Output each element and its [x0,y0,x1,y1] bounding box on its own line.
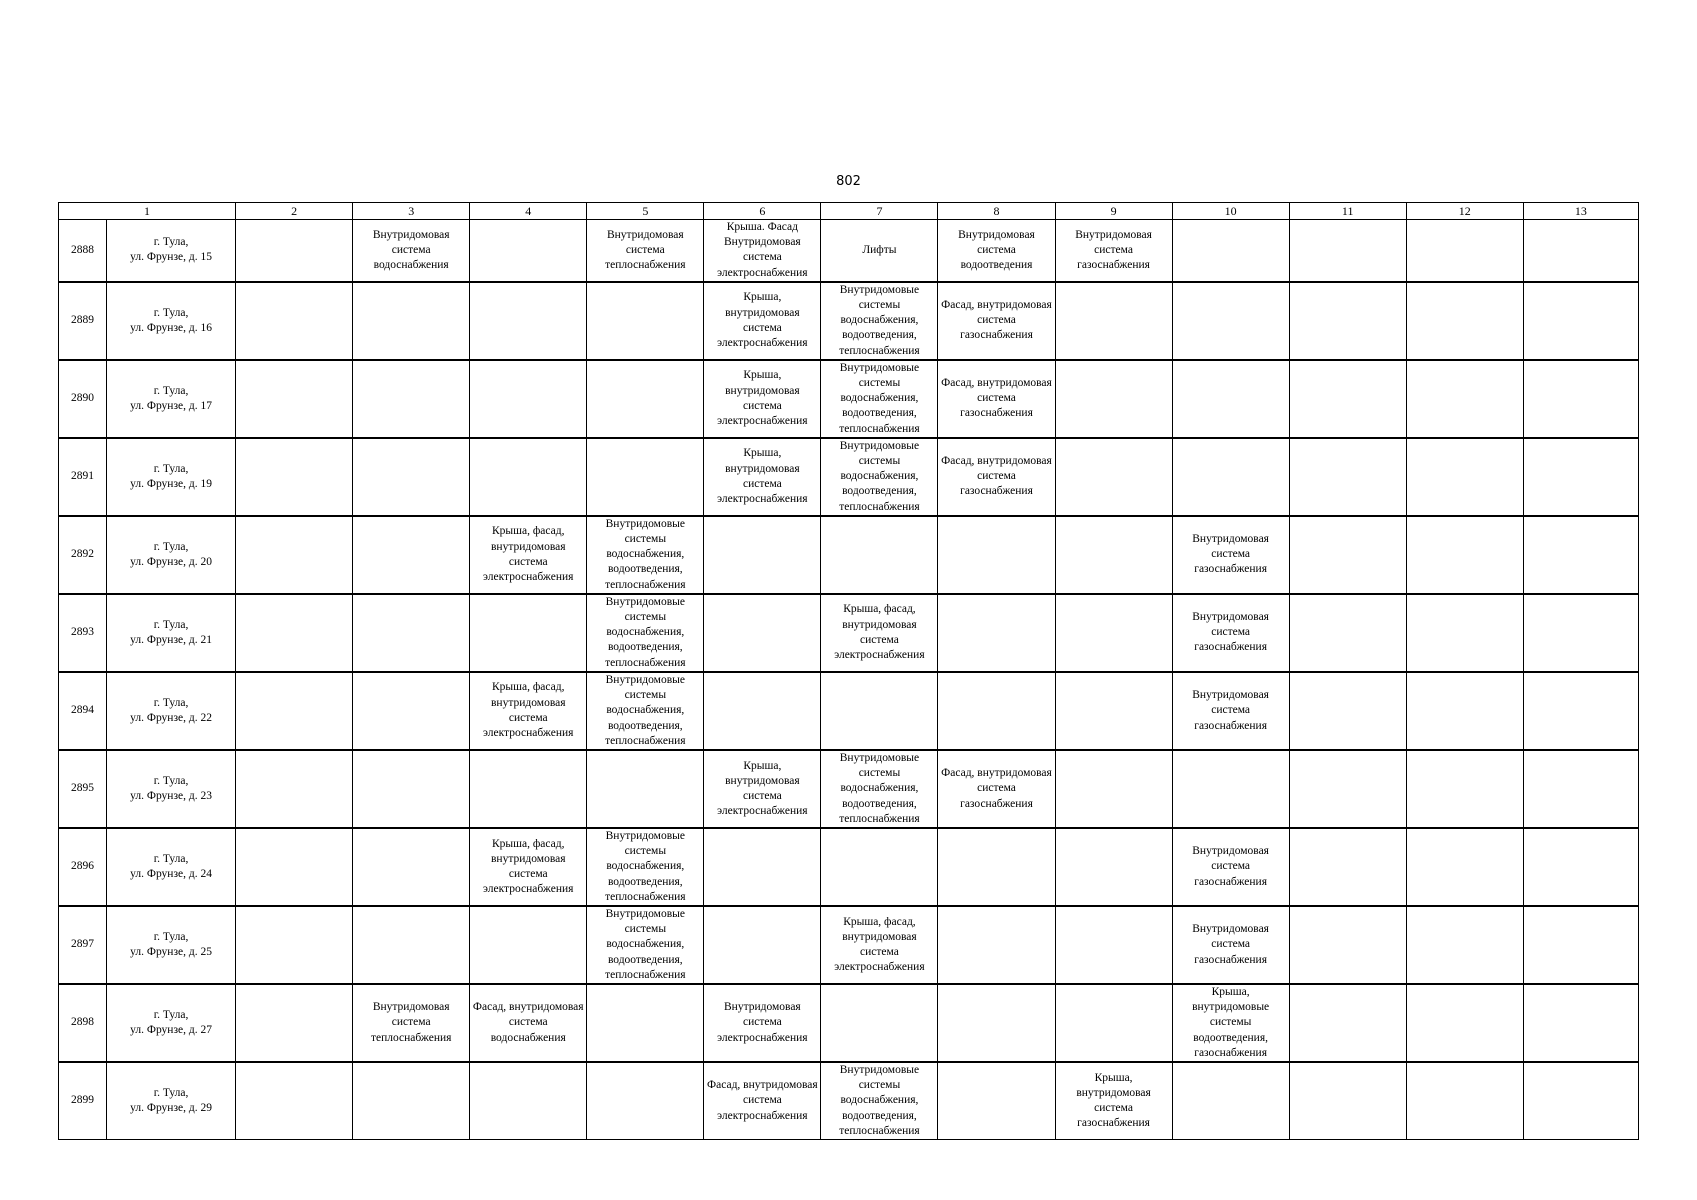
cell-col-10 [1172,438,1289,516]
cell-col-5: Внутридомовые системы водоснабжения, водоотведения, теплоснабжения [587,516,704,594]
cell-col-6: Внутридомовая система электроснабжения [704,984,821,1062]
cell-col-12 [1406,750,1523,828]
cell-col-9 [1055,360,1172,438]
cell-col-10: Внутридомовая система газоснабжения [1172,828,1289,906]
cell-col-6: Крыша, внутридомовая система электроснабжения [704,282,821,360]
table-row [59,984,1639,1062]
cell-col-3 [353,750,470,828]
row-number: 2890 [59,360,107,438]
column-header-13: 13 [1523,203,1638,220]
cell-col-9 [1055,672,1172,750]
cell-col-7 [821,672,938,750]
cell-col-8: Фасад, внутридомовая система газоснабжения [938,282,1055,360]
address-street: ул. Фрунзе, д. 25 [130,945,212,958]
address-city: г. Тула, [153,462,189,475]
cell-col-3 [353,1062,470,1140]
table-row [59,750,1639,828]
cell-col-12 [1406,282,1523,360]
address-street: ул. Фрунзе, д. 27 [130,1023,212,1036]
cell-col-5: Внутридомовые системы водоснабжения, водоотведения, теплоснабжения [587,594,704,672]
cell-col-2 [236,828,353,906]
cell-col-7 [821,984,938,1062]
column-header-10: 10 [1172,203,1289,220]
cell-col-11 [1289,750,1406,828]
address-cell [107,282,236,360]
column-header-2: 2 [236,203,353,220]
address-street: ул. Фрунзе, д. 15 [130,251,212,264]
cell-col-13 [1523,984,1638,1062]
cell-col-11 [1289,220,1406,282]
table-row [59,906,1639,984]
column-header-11: 11 [1289,203,1406,220]
cell-col-7: Крыша, фасад, внутридомовая система электроснабжения [821,594,938,672]
address-cell [107,984,236,1062]
repair-schedule-table [58,202,1639,1140]
cell-col-2 [236,360,353,438]
cell-col-10 [1172,1062,1289,1140]
address-street: ул. Фрунзе, д. 17 [130,399,212,412]
cell-col-5 [587,750,704,828]
cell-col-5: Внутридомовые системы водоснабжения, водоотведения, теплоснабжения [587,828,704,906]
cell-col-8 [938,906,1055,984]
cell-col-13 [1523,516,1638,594]
cell-col-13 [1523,438,1638,516]
cell-col-11 [1289,984,1406,1062]
address-cell [107,516,236,594]
cell-col-12 [1406,672,1523,750]
cell-col-2 [236,220,353,282]
cell-col-12 [1406,220,1523,282]
row-number: 2896 [59,828,107,906]
cell-col-2 [236,594,353,672]
cell-col-2 [236,672,353,750]
cell-col-13 [1523,594,1638,672]
address-cell [107,906,236,984]
cell-col-9 [1055,438,1172,516]
cell-col-13 [1523,828,1638,906]
cell-col-4 [470,360,587,438]
cell-col-12 [1406,360,1523,438]
cell-col-8 [938,984,1055,1062]
cell-col-4: Крыша, фасад, внутридомовая система электроснабжения [470,516,587,594]
cell-col-8: Фасад, внутридомовая система газоснабжения [938,750,1055,828]
cell-col-2 [236,984,353,1062]
cell-col-13 [1523,220,1638,282]
cell-col-3 [353,360,470,438]
address-cell [107,1062,236,1140]
cell-col-8 [938,1062,1055,1140]
address-city: г. Тула, [153,774,189,787]
cell-col-6: Крыша. Фасад Внутридомовая система электроснабжения [704,220,821,282]
row-number: 2895 [59,750,107,828]
cell-col-3: Внутридомовая система водоснабжения [353,220,470,282]
cell-col-3: Внутридомовая система теплоснабжения [353,984,470,1062]
cell-col-11 [1289,438,1406,516]
column-header-9: 9 [1055,203,1172,220]
cell-col-5 [587,282,704,360]
cell-col-2 [236,906,353,984]
cell-col-10 [1172,360,1289,438]
cell-col-2 [236,1062,353,1140]
cell-col-9 [1055,594,1172,672]
address-street: ул. Фрунзе, д. 20 [130,555,212,568]
cell-col-13 [1523,672,1638,750]
address-street: ул. Фрунзе, д. 19 [130,477,212,490]
cell-col-4: Крыша, фасад, внутридомовая система электроснабжения [470,672,587,750]
address-cell [107,360,236,438]
address-city: г. Тула, [153,1086,189,1099]
cell-col-10: Внутридомовая система газоснабжения [1172,516,1289,594]
cell-col-7: Внутридомовые системы водоснабжения, водоотведения, теплоснабжения [821,360,938,438]
table-row [59,360,1639,438]
column-header-7: 7 [821,203,938,220]
row-number: 2897 [59,906,107,984]
row-number: 2898 [59,984,107,1062]
address-city: г. Тула, [153,852,189,865]
cell-col-11 [1289,1062,1406,1140]
cell-col-10 [1172,282,1289,360]
address-city: г. Тула, [153,930,189,943]
cell-col-6: Крыша, внутридомовая система электроснабжения [704,750,821,828]
address-city: г. Тула, [153,384,189,397]
address-street: ул. Фрунзе, д. 23 [130,789,212,802]
cell-col-8 [938,672,1055,750]
cell-col-10 [1172,750,1289,828]
cell-col-13 [1523,750,1638,828]
cell-col-13 [1523,1062,1638,1140]
cell-col-11 [1289,906,1406,984]
cell-col-13 [1523,282,1638,360]
address-street: ул. Фрунзе, д. 21 [130,633,212,646]
table-body [59,203,1639,1140]
column-header-row [59,203,1639,220]
table-row [59,672,1639,750]
cell-col-8 [938,594,1055,672]
cell-col-4: Фасад, внутридомовая система водоснабжения [470,984,587,1062]
cell-col-4 [470,220,587,282]
cell-col-2 [236,516,353,594]
cell-col-3 [353,282,470,360]
cell-col-5: Внутридомовые системы водоснабжения, водоотведения, теплоснабжения [587,672,704,750]
cell-col-12 [1406,594,1523,672]
cell-col-5 [587,438,704,516]
address-cell [107,594,236,672]
cell-col-3 [353,906,470,984]
cell-col-7: Крыша, фасад, внутридомовая система электроснабжения [821,906,938,984]
column-header-1: 1 [59,203,236,220]
row-number: 2893 [59,594,107,672]
address-city: г. Тула, [153,540,189,553]
cell-col-12 [1406,1062,1523,1140]
cell-col-6 [704,828,821,906]
cell-col-9 [1055,828,1172,906]
cell-col-8: Фасад, внутридомовая система газоснабжения [938,438,1055,516]
address-city: г. Тула, [153,306,189,319]
cell-col-4 [470,1062,587,1140]
cell-col-3 [353,594,470,672]
cell-col-6: Крыша, внутридомовая система электроснабжения [704,360,821,438]
address-cell [107,438,236,516]
cell-col-9: Внутридомовая система газоснабжения [1055,220,1172,282]
column-header-4: 4 [470,203,587,220]
cell-col-11 [1289,594,1406,672]
cell-col-11 [1289,672,1406,750]
address-street: ул. Фрунзе, д. 29 [130,1101,212,1114]
cell-col-10: Внутридомовая система газоснабжения [1172,906,1289,984]
cell-col-4 [470,750,587,828]
row-number: 2892 [59,516,107,594]
cell-col-5 [587,1062,704,1140]
cell-col-12 [1406,516,1523,594]
table-row [59,1062,1639,1140]
cell-col-9 [1055,516,1172,594]
cell-col-6: Крыша, внутридомовая система электроснабжения [704,438,821,516]
row-number: 2899 [59,1062,107,1140]
cell-col-2 [236,438,353,516]
cell-col-8: Фасад, внутридомовая система газоснабжения [938,360,1055,438]
row-number: 2889 [59,282,107,360]
cell-col-7 [821,828,938,906]
address-city: г. Тула, [153,236,189,249]
table-row [59,438,1639,516]
cell-col-4: Крыша, фасад, внутридомовая система электроснабжения [470,828,587,906]
cell-col-6 [704,672,821,750]
cell-col-5 [587,360,704,438]
cell-col-6 [704,516,821,594]
cell-col-11 [1289,282,1406,360]
address-street: ул. Фрунзе, д. 24 [130,867,212,880]
column-header-8: 8 [938,203,1055,220]
cell-col-4 [470,282,587,360]
cell-col-12 [1406,906,1523,984]
cell-col-9 [1055,906,1172,984]
row-number: 2891 [59,438,107,516]
column-header-6: 6 [704,203,821,220]
cell-col-12 [1406,438,1523,516]
row-number: 2888 [59,220,107,282]
address-city: г. Тула, [153,696,189,709]
cell-col-7: Внутридомовые системы водоснабжения, водоотведения, теплоснабжения [821,750,938,828]
cell-col-11 [1289,360,1406,438]
address-street: ул. Фрунзе, д. 16 [130,321,212,334]
cell-col-13 [1523,906,1638,984]
cell-col-2 [236,750,353,828]
cell-col-12 [1406,828,1523,906]
cell-col-4 [470,594,587,672]
cell-col-7: Внутридомовые системы водоснабжения, водоотведения, теплоснабжения [821,282,938,360]
address-city: г. Тула, [153,618,189,631]
cell-col-8 [938,516,1055,594]
cell-col-10 [1172,220,1289,282]
cell-col-10: Внутридомовая система газоснабжения [1172,672,1289,750]
cell-col-11 [1289,828,1406,906]
cell-col-10: Внутридомовая система газоснабжения [1172,594,1289,672]
row-number: 2894 [59,672,107,750]
cell-col-13 [1523,360,1638,438]
cell-col-3 [353,516,470,594]
address-city: г. Тула, [153,1008,189,1021]
cell-col-3 [353,672,470,750]
cell-col-5: Внутридомовая система теплоснабжения [587,220,704,282]
address-cell [107,672,236,750]
table-row [59,282,1639,360]
page-number: 802 [836,174,861,189]
cell-col-7: Внутридомовые системы водоснабжения, водоотведения, теплоснабжения [821,438,938,516]
cell-col-7 [821,516,938,594]
cell-col-4 [470,906,587,984]
table-row [59,516,1639,594]
cell-col-9 [1055,282,1172,360]
address-street: ул. Фрунзе, д. 22 [130,711,212,724]
cell-col-3 [353,438,470,516]
cell-col-10: Крыша, внутридомовые системы водоотведения, газоснабжения [1172,984,1289,1062]
cell-col-8: Внутридомовая система водоотведения [938,220,1055,282]
address-cell [107,828,236,906]
column-header-5: 5 [587,203,704,220]
cell-col-6 [704,594,821,672]
cell-col-9 [1055,750,1172,828]
cell-col-6 [704,906,821,984]
address-cell [107,220,236,282]
table-row [59,828,1639,906]
cell-col-5 [587,984,704,1062]
cell-col-3 [353,828,470,906]
column-header-12: 12 [1406,203,1523,220]
cell-col-6: Фасад, внутридомовая система электроснабжения [704,1062,821,1140]
cell-col-4 [470,438,587,516]
cell-col-8 [938,828,1055,906]
column-header-3: 3 [353,203,470,220]
cell-col-5: Внутридомовые системы водоснабжения, водоотведения, теплоснабжения [587,906,704,984]
table-row [59,594,1639,672]
cell-col-2 [236,282,353,360]
cell-col-9: Крыша, внутридомовая система газоснабжения [1055,1062,1172,1140]
cell-col-7: Внутридомовые системы водоснабжения, водоотведения, теплоснабжения [821,1062,938,1140]
cell-col-11 [1289,516,1406,594]
cell-col-12 [1406,984,1523,1062]
table-row [59,220,1639,282]
address-cell [107,750,236,828]
cell-col-9 [1055,984,1172,1062]
cell-col-7: Лифты [821,220,938,282]
